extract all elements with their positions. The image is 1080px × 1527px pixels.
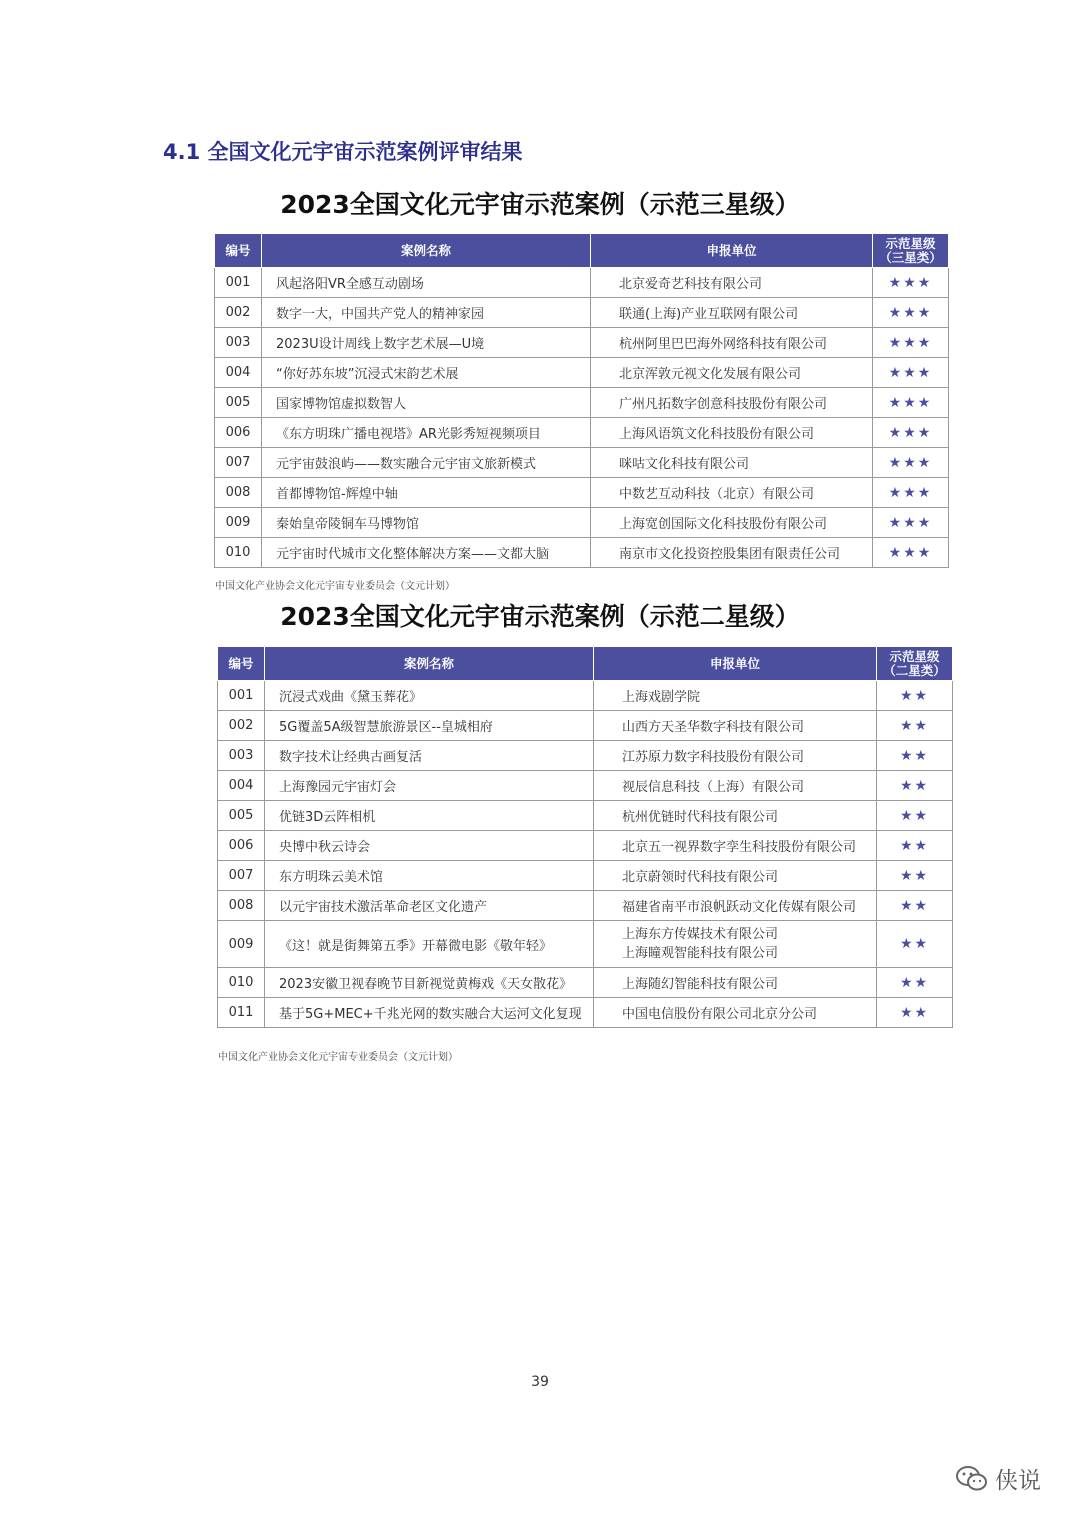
header-name: 案例名称 — [265, 647, 594, 681]
star-rating: ★★ — [877, 801, 953, 831]
star-rating: ★★★ — [873, 538, 949, 568]
wechat-icon — [955, 1464, 989, 1494]
star-rating: ★★★ — [873, 298, 949, 328]
cell-name: 国家博物馆虚拟数智人 — [262, 388, 591, 418]
cell-unit-line2: 上海瞳观智能科技有限公司 — [622, 946, 779, 961]
cell-num: 006 — [218, 831, 265, 861]
header-unit: 申报单位 — [594, 647, 877, 681]
cell-num: 011 — [218, 998, 265, 1028]
header-rating-line2: （二星类） — [883, 662, 946, 678]
star-rating: ★★★ — [873, 448, 949, 478]
cell-name: 元宇宙鼓浪屿——数实融合元宇宙文旅新模式 — [262, 448, 591, 478]
three-star-source-note: 中国文化产业协会文化元宇宙专业委员会（文元计划） — [215, 581, 455, 592]
cell-num: 008 — [215, 478, 262, 508]
table-row — [218, 681, 953, 711]
table-row — [218, 741, 953, 771]
cell-num: 007 — [218, 861, 265, 891]
header-rating — [877, 647, 953, 681]
header-rating-line1: 示范星级 — [885, 235, 936, 251]
cell-num: 001 — [218, 681, 265, 711]
cell-unit: 联通(上海)产业互联网有限公司 — [591, 298, 873, 328]
star-rating: ★★ — [877, 831, 953, 861]
cell-num: 003 — [215, 328, 262, 358]
table-row — [218, 831, 953, 861]
cell-name: 《这！就是街舞第五季》开幕微电影《敬年轻》 — [265, 921, 594, 968]
header-rating — [873, 234, 949, 268]
table-row — [218, 801, 953, 831]
star-rating: ★★ — [877, 681, 953, 711]
table-row — [218, 861, 953, 891]
table-row — [215, 538, 949, 568]
table-row — [215, 358, 949, 388]
star-rating: ★★★ — [873, 418, 949, 448]
table-row — [218, 891, 953, 921]
header-name: 案例名称 — [262, 234, 591, 268]
three-star-table-title: 2023全国文化元宇宙示范案例（示范三星级） — [280, 190, 800, 219]
cell-name: 东方明珠云美术馆 — [265, 861, 594, 891]
header-num: 编号 — [215, 234, 262, 268]
table-row — [215, 508, 949, 538]
star-rating: ★★★ — [873, 508, 949, 538]
cell-unit: 北京爱奇艺科技有限公司 — [591, 268, 873, 298]
header-num: 编号 — [218, 647, 265, 681]
header-unit: 申报单位 — [591, 234, 873, 268]
cell-num: 005 — [218, 801, 265, 831]
table-row — [215, 298, 949, 328]
cell-unit: 咪咕文化科技有限公司 — [591, 448, 873, 478]
cell-num: 004 — [215, 358, 262, 388]
header-rating-line1: 示范星级 — [889, 648, 940, 664]
cell-unit: 山西方天圣华数字科技有限公司 — [594, 711, 877, 741]
cell-name: 数字一大，中国共产党人的精神家园 — [262, 298, 591, 328]
cell-name: 元宇宙时代城市文化整体解决方案——文都大脑 — [262, 538, 591, 568]
star-rating: ★★ — [877, 861, 953, 891]
three-star-header-row — [215, 234, 949, 268]
three-star-table — [214, 233, 949, 568]
cell-name: 2023安徽卫视春晚节目新视觉黄梅戏《天女散花》 — [265, 968, 594, 998]
cell-num: 006 — [215, 418, 262, 448]
star-rating: ★★ — [877, 771, 953, 801]
cell-unit-line1: 上海东方传媒技术有限公司 — [622, 927, 779, 942]
cell-unit: 江苏原力数字科技股份有限公司 — [594, 741, 877, 771]
cell-name: 首都博物馆-辉煌中轴 — [262, 478, 591, 508]
cell-name: 以元宇宙技术激活革命老区文化遗产 — [265, 891, 594, 921]
cell-name: 数字技术让经典古画复活 — [265, 741, 594, 771]
star-rating: ★★ — [877, 998, 953, 1028]
cell-num: 010 — [218, 968, 265, 998]
cell-unit: 上海风语筑文化科技股份有限公司 — [591, 418, 873, 448]
cell-unit: 中数艺互动科技（北京）有限公司 — [591, 478, 873, 508]
section-heading: 4.1 全国文化元宇宙示范案例评审结果 — [163, 140, 523, 164]
table-row — [215, 388, 949, 418]
table-row — [215, 448, 949, 478]
table-row — [215, 268, 949, 298]
cell-name: 秦始皇帝陵铜车马博物馆 — [262, 508, 591, 538]
star-rating: ★★ — [877, 891, 953, 921]
cell-unit: 视辰信息科技（上海）有限公司 — [594, 771, 877, 801]
cell-unit: 福建省南平市浪帆跃动文化传媒有限公司 — [594, 891, 877, 921]
star-rating: ★★★ — [873, 478, 949, 508]
cell-unit: 上海宽创国际文化科技股份有限公司 — [591, 508, 873, 538]
header-rating-line2: （三星类） — [879, 249, 942, 265]
cell-num: 009 — [218, 921, 265, 968]
star-rating: ★★ — [877, 711, 953, 741]
star-rating: ★★★ — [873, 328, 949, 358]
table-row — [218, 711, 953, 741]
watermark-text: 侠说 — [995, 1468, 1041, 1494]
cell-num: 001 — [215, 268, 262, 298]
star-rating: ★★★ — [873, 358, 949, 388]
two-star-source-note: 中国文化产业协会文化元宇宙专业委员会（文元计划） — [218, 1052, 458, 1063]
table-row — [218, 771, 953, 801]
cell-num: 009 — [215, 508, 262, 538]
cell-name: 风起洛阳VR全感互动剧场 — [262, 268, 591, 298]
cell-unit: 北京浑敦元视文化发展有限公司 — [591, 358, 873, 388]
cell-num: 008 — [218, 891, 265, 921]
table-row — [215, 328, 949, 358]
cell-unit: 杭州优链时代科技有限公司 — [594, 801, 877, 831]
table-row — [215, 478, 949, 508]
cell-unit: 上海随幻智能科技有限公司 — [594, 968, 877, 998]
cell-name: 央博中秋云诗会 — [265, 831, 594, 861]
cell-name: 沉浸式戏曲《黛玉葬花》 — [265, 681, 594, 711]
cell-num: 003 — [218, 741, 265, 771]
star-rating: ★★ — [877, 921, 953, 968]
cell-num: 002 — [215, 298, 262, 328]
cell-name: 5G覆盖5A级智慧旅游景区--皇城相府 — [265, 711, 594, 741]
cell-num: 004 — [218, 771, 265, 801]
page-number: 39 — [531, 1374, 549, 1390]
cell-unit — [594, 921, 877, 968]
table-row — [215, 418, 949, 448]
two-star-table — [217, 646, 953, 1028]
table-row — [218, 921, 953, 968]
star-rating: ★★★ — [873, 268, 949, 298]
cell-name: 《东方明珠广播电视塔》AR光影秀短视频项目 — [262, 418, 591, 448]
cell-num: 005 — [215, 388, 262, 418]
cell-name: 上海豫园元宇宙灯会 — [265, 771, 594, 801]
table-row — [218, 998, 953, 1028]
cell-num: 002 — [218, 711, 265, 741]
cell-name: 基于5G+MEC+千兆光网的数实融合大运河文化复现 — [265, 998, 594, 1028]
table-row — [218, 968, 953, 998]
star-rating: ★★ — [877, 968, 953, 998]
cell-name: 优链3D云阵相机 — [265, 801, 594, 831]
two-star-table-title: 2023全国文化元宇宙示范案例（示范二星级） — [280, 602, 800, 631]
cell-unit: 广州凡拓数字创意科技股份有限公司 — [591, 388, 873, 418]
cell-name: “你好苏东坡”沉浸式宋韵艺术展 — [262, 358, 591, 388]
watermark — [955, 1462, 1041, 1495]
cell-unit: 南京市文化投资控股集团有限责任公司 — [591, 538, 873, 568]
cell-unit: 杭州阿里巴巴海外网络科技有限公司 — [591, 328, 873, 358]
cell-unit: 中国电信股份有限公司北京分公司 — [594, 998, 877, 1028]
two-star-header-row — [218, 647, 953, 681]
cell-num: 007 — [215, 448, 262, 478]
star-rating: ★★ — [877, 741, 953, 771]
cell-unit: 上海戏剧学院 — [594, 681, 877, 711]
cell-num: 010 — [215, 538, 262, 568]
star-rating: ★★★ — [873, 388, 949, 418]
cell-unit: 北京蔚领时代科技有限公司 — [594, 861, 877, 891]
cell-name: 2023U设计周线上数字艺术展—U境 — [262, 328, 591, 358]
cell-unit: 北京五一视界数字孪生科技股份有限公司 — [594, 831, 877, 861]
